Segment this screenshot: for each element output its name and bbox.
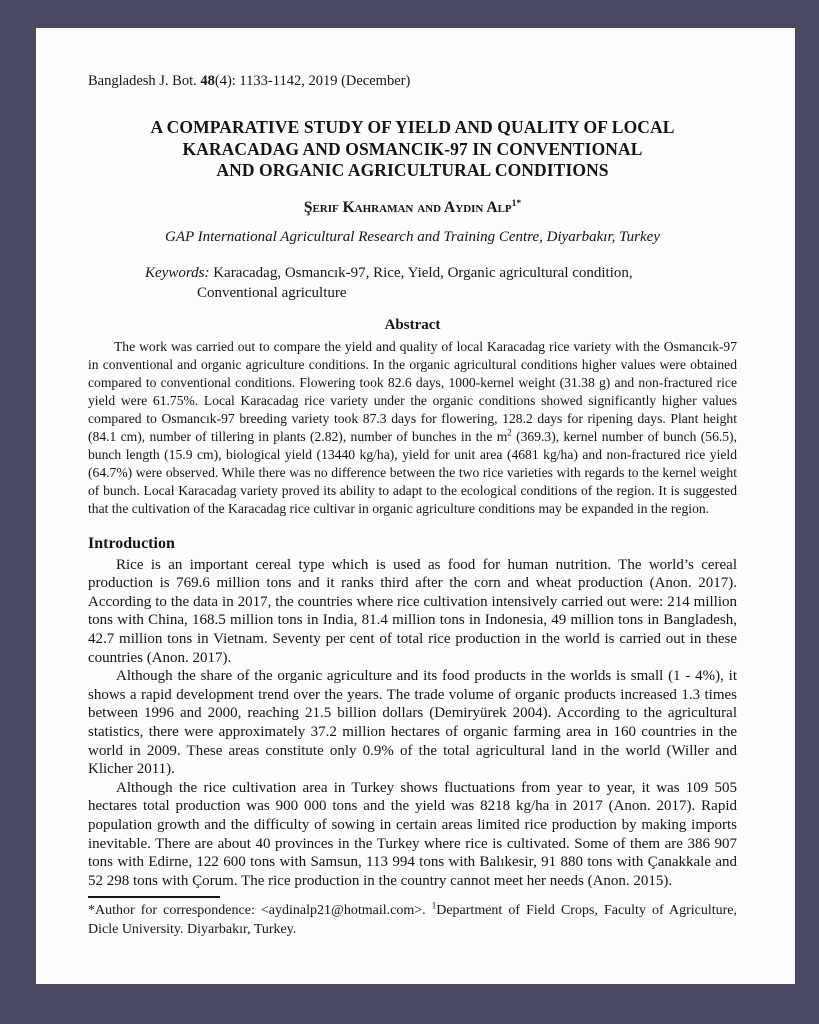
intro-paragraph-1: Rice is an important cereal type which is used as food for human nutrition. The world’s cereal production is 769.6 million tons and it ranks third after the corn and wheat production (Anon. 2017). According to the data in 2017, the countries where rice cultivation intensively carried out were: 214 million tons with China, 168.5 million tons in India, 81.4 million tons in Indonesia, 49 million tons in Bangladesh, 42.7 million tons in Vietnam. Seventy per cent of total rice production in the world is carried out in these countries (Anon. 2017). bbox=[88, 556, 737, 666]
keywords-block bbox=[88, 263, 737, 303]
keywords-text: Karacadag, Osmancık-97, Rice, Yield, Organic agricultural condition, bbox=[209, 264, 633, 281]
author-names: Şerif Kahraman and Aydın Alp bbox=[303, 198, 512, 216]
footnote-block bbox=[88, 896, 737, 939]
keywords-line-1 bbox=[145, 263, 737, 283]
abstract-part-1: The work was carried out to compare the yield and quality of local Karacadag rice variety with the Osmancık-97 in conventional and organic agriculture conditions. In the organic agricultural conditions higher values were obtained compared to conventional conditions. Flowering took 82.6 days, 1000-kernel weight (31.38 g) and non-fractured rice yield were 61.75%. Local Karacadag rice variety under the organic conditions showed significantly higher values compared to Osmancık-97 breeding variety took 87.3 days for flowering, 128.2 days for ripening days. Plant height (84.1 cm), number of tillering in plants (2.82), number of bunches in the m bbox=[88, 338, 737, 444]
footnote-part-1: *Author for correspondence: <aydinalp21@hotmail.com>. bbox=[88, 903, 432, 919]
journal-header-rest: (4): 1133-1142, 2019 (December) bbox=[214, 73, 411, 89]
authors-line bbox=[88, 195, 737, 217]
journal-header-pre: Bangladesh J. Bot. bbox=[88, 73, 201, 89]
keywords-label: Keywords: bbox=[145, 264, 210, 281]
intro-paragraph-2: Although the share of the organic agriculture and its food products in the worlds is small (1 - 4%), it shows a rapid development trend over the years. The trade volume of organic products increased 1.3 times between 1996 and 2000, reaching 21.5 billion dollars (Demiryürek 2004). According to the agricultural statistics, there were approximately 37.2 million hectares of organic farming area in 160 countries in the world in 2009. These areas constitute only 0.9% of the total agricultural land in the world (Willer and Klicher 2011). bbox=[88, 668, 737, 778]
paper-title-line-1: A COMPARATIVE STUDY OF YIELD AND QUALITY OF LOCAL bbox=[150, 117, 675, 137]
intro-paragraph-3: Although the rice cultivation area in Turkey shows fluctuations from year to year, it was 109 505 hectares total production was 900 000 tons and the yield was 8218 kg/ha in 2017 (Anon. 2017). Rapid population growth and the difficulty of sowing in certain areas limited rice production by making imports inevitable. There are about 40 provinces in the Turkey where rice is cultivated. Some of them are 386 907 tons with Edirne, 122 600 tons with Samsun, 113 994 tons with Balıkesir, 91 880 tons with Çanakkale and 52 298 tons with Çorum. The rice production in the country cannot meet her needs (Anon. 2015). bbox=[88, 779, 737, 889]
keywords-line-2: Conventional agriculture bbox=[197, 284, 347, 301]
footnote-divider bbox=[88, 896, 220, 898]
paper-page bbox=[36, 28, 795, 984]
footnote-part-2: Department of Field Crops, Faculty of Agriculture, Dicle University. Diyarbakır, Turkey. bbox=[88, 903, 737, 937]
abstract-superscript: 2 bbox=[507, 427, 512, 438]
affiliation: GAP International Agricultural Research and Training Centre, Diyarbakır, Turkey bbox=[165, 228, 660, 245]
paper-title-line-2: KARACADAG AND OSMANCIK-97 IN CONVENTIONAL bbox=[182, 138, 643, 159]
author-superscript: 1* bbox=[511, 198, 522, 209]
abstract-part-2: (369.3), kernel number of bunch (56.5), bunch length (15.9 cm), biological yield (13440 kg/ha), yield for unit area (4681 kg/ha) and non-fractured rice yield (64.7%) were observed. While there was no difference between the two rice varieties with regards to the kernel weight of bunch. Local Karacadag variety proved its ability to adapt to the ecological conditions of the region. It is suggested that the cultivation of the Karacadag rice cultivar in organic agriculture conditions may be expanded in the region. bbox=[88, 428, 737, 516]
journal-volume: 48 bbox=[200, 73, 215, 89]
footnote-text bbox=[88, 902, 737, 939]
journal-header bbox=[88, 72, 737, 90]
abstract-text bbox=[88, 338, 737, 518]
footnote-superscript: 1 bbox=[431, 900, 437, 911]
paper-title-line-3: AND ORGANIC AGRICULTURAL CONDITIONS bbox=[216, 160, 609, 180]
section-heading-introduction: Introduction bbox=[88, 534, 175, 552]
abstract-heading: Abstract bbox=[384, 316, 441, 333]
paper-title bbox=[88, 117, 737, 182]
